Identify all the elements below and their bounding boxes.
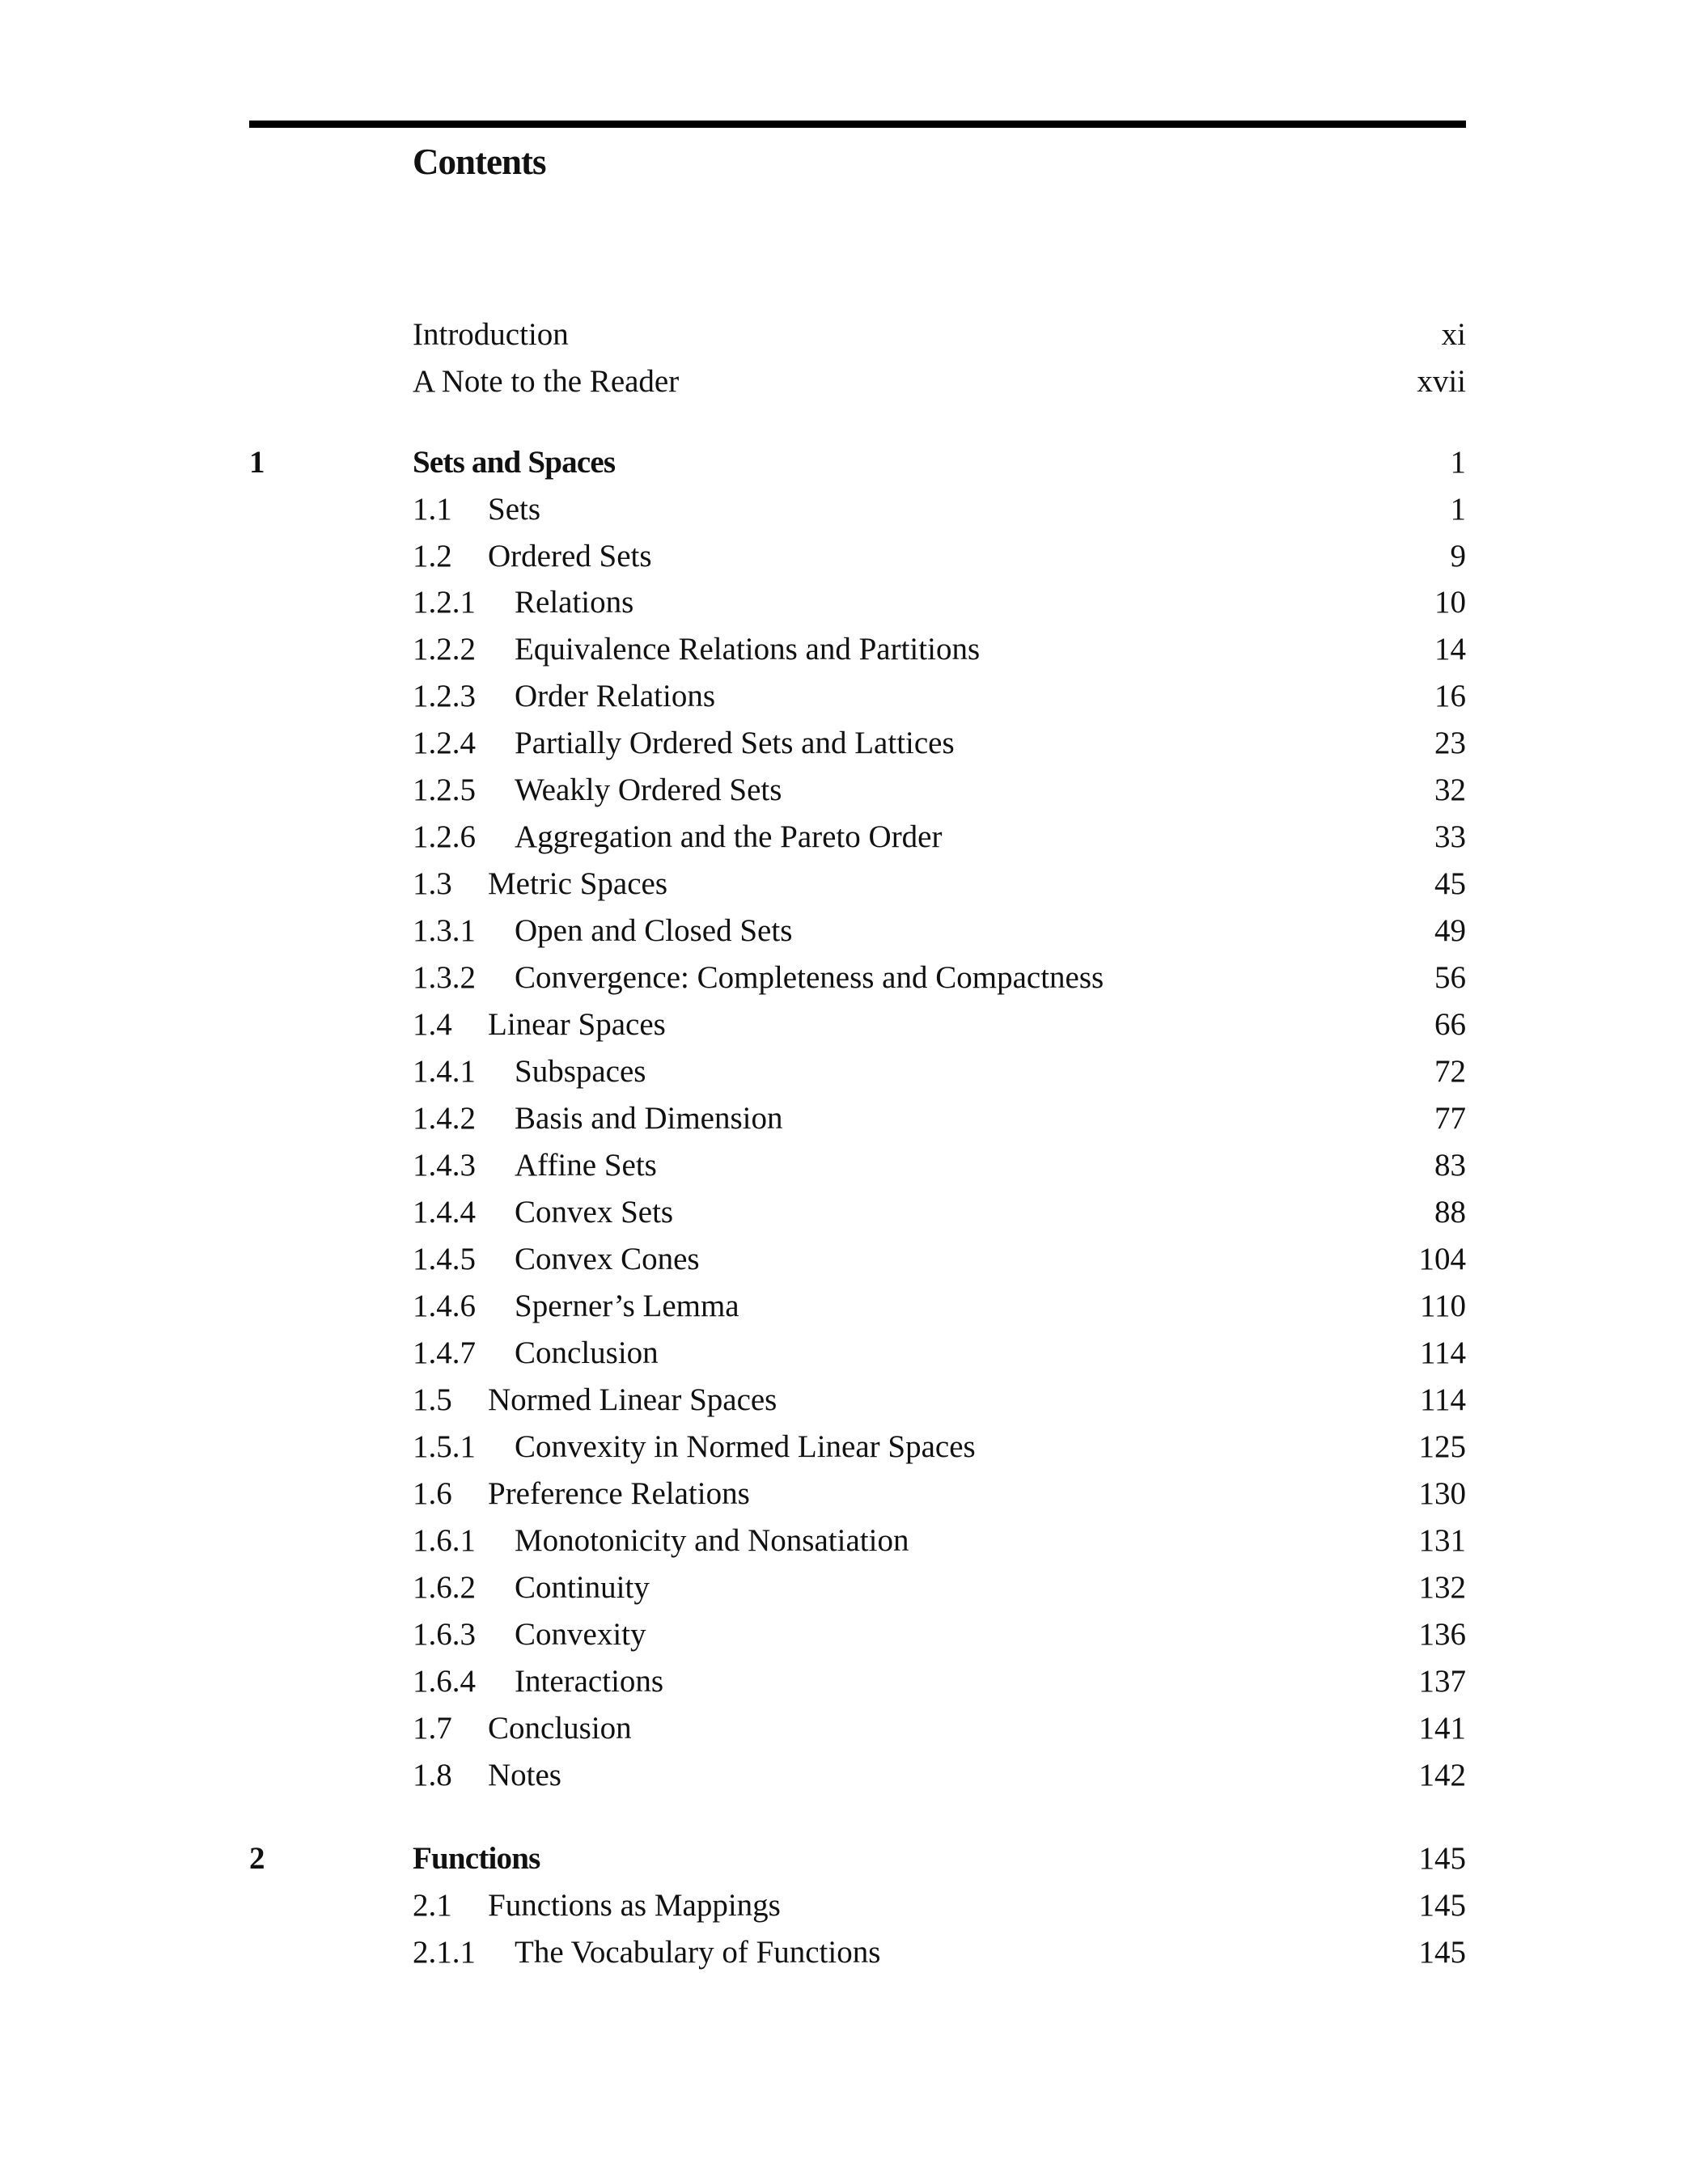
section-number: 1.3 [413, 866, 452, 901]
section-number: 1.2.4 [413, 726, 476, 760]
section-number: 1.2.5 [413, 772, 476, 807]
section-title: A Note to the Reader [413, 364, 680, 399]
section-number: 1.1 [413, 492, 452, 527]
section-title: Convexity [515, 1617, 646, 1652]
page-number: 114 [1419, 1382, 1466, 1417]
section-number: 1.6.2 [413, 1570, 476, 1605]
toc-entry-row[interactable] [0, 358, 1699, 405]
toc-chapter-row[interactable] [0, 439, 1699, 486]
toc-entry-row[interactable] [0, 861, 1699, 908]
page-number: 88 [1434, 1195, 1466, 1230]
section-title: Ordered Sets [488, 539, 652, 574]
page-number: 33 [1434, 819, 1466, 854]
section-title: Convex Sets [515, 1195, 674, 1230]
section-title: Sets [488, 492, 541, 527]
toc-entry-row[interactable] [0, 1658, 1699, 1705]
section-number: 1.6.1 [413, 1523, 476, 1558]
toc-entry-row[interactable] [0, 1048, 1699, 1095]
chapter-number: 1 [249, 445, 265, 480]
section-title: Monotonicity and Nonsatiation [515, 1523, 909, 1558]
page-number: 83 [1434, 1148, 1466, 1183]
page-number: 45 [1434, 866, 1466, 901]
page-number: 125 [1418, 1429, 1466, 1464]
page-number: 16 [1434, 679, 1466, 713]
chapter-number: 2 [249, 1841, 265, 1876]
page-title: Contents [413, 142, 546, 182]
toc-entry-row[interactable] [0, 533, 1699, 580]
toc-entry-row[interactable] [0, 311, 1699, 358]
toc-entry-row[interactable] [0, 1424, 1699, 1471]
toc-entry-row[interactable] [0, 1882, 1699, 1929]
page-number: xvii [1417, 364, 1466, 399]
toc-entry-row[interactable] [0, 579, 1699, 626]
page-number: 141 [1418, 1711, 1466, 1746]
section-number: 2.1.1 [413, 1935, 476, 1970]
section-number: 1.8 [413, 1758, 452, 1792]
toc-entry-row[interactable] [0, 1001, 1699, 1048]
page-number: 1 [1450, 445, 1466, 480]
section-number: 1.4.3 [413, 1148, 476, 1183]
section-number: 1.6 [413, 1476, 452, 1511]
section-title: Sperner’s Lemma [515, 1289, 739, 1323]
toc-entry-row[interactable] [0, 954, 1699, 1001]
toc-entry-row[interactable] [0, 1564, 1699, 1611]
toc-entry-row[interactable] [0, 1471, 1699, 1517]
section-title: Convexity in Normed Linear Spaces [515, 1429, 976, 1464]
section-title: Convex Cones [515, 1242, 700, 1276]
toc-entry-row[interactable] [0, 1095, 1699, 1142]
section-number: 1.4.7 [413, 1335, 476, 1370]
section-title: Interactions [515, 1664, 664, 1699]
section-number: 1.3.1 [413, 913, 476, 948]
section-title: Basis and Dimension [515, 1101, 783, 1136]
toc-entry-row[interactable] [0, 1377, 1699, 1424]
section-number: 1.7 [413, 1711, 452, 1746]
page-number: 104 [1418, 1242, 1466, 1276]
toc-entry-row[interactable] [0, 1705, 1699, 1752]
section-title: Linear Spaces [488, 1007, 666, 1042]
page-number: 10 [1434, 585, 1466, 620]
section-title: The Vocabulary of Functions [515, 1935, 881, 1970]
toc-entry-row[interactable] [0, 1517, 1699, 1564]
section-title: Functions [413, 1841, 540, 1876]
section-number: 1.4.4 [413, 1195, 476, 1230]
page-number: 131 [1418, 1523, 1466, 1558]
section-title: Conclusion [488, 1711, 632, 1746]
section-title: Notes [488, 1758, 561, 1792]
section-number: 1.2.2 [413, 632, 476, 667]
page-number: 142 [1418, 1758, 1466, 1792]
section-number: 1.4 [413, 1007, 452, 1042]
page-number: 32 [1434, 772, 1466, 807]
section-number: 1.2.6 [413, 819, 476, 854]
page-number: 14 [1434, 632, 1466, 667]
section-title: Partially Ordered Sets and Lattices [515, 726, 955, 760]
section-number: 1.4.5 [413, 1242, 476, 1276]
top-rule [249, 121, 1466, 128]
section-title: Functions as Mappings [488, 1888, 781, 1923]
section-title: Aggregation and the Pareto Order [515, 819, 943, 854]
page-number: 132 [1418, 1570, 1466, 1605]
toc-entry-row[interactable] [0, 1142, 1699, 1189]
section-number: 1.2 [413, 539, 452, 574]
section-number: 1.2.1 [413, 585, 476, 620]
page-number: 9 [1450, 539, 1466, 574]
page-number: 130 [1418, 1476, 1466, 1511]
section-title: Conclusion [515, 1335, 659, 1370]
toc-entry-row[interactable] [0, 1283, 1699, 1330]
page-number: 23 [1434, 726, 1466, 760]
page-number: 77 [1434, 1101, 1466, 1136]
toc-entry-row[interactable] [0, 720, 1699, 767]
toc-chapter-row[interactable] [0, 1835, 1699, 1882]
section-title: Sets and Spaces [413, 445, 616, 480]
page-number: 136 [1418, 1617, 1466, 1652]
toc-entry-row[interactable] [0, 626, 1699, 673]
section-title: Order Relations [515, 679, 716, 713]
section-title: Metric Spaces [488, 866, 668, 901]
section-title: Introduction [413, 317, 569, 352]
section-title: Convergence: Completeness and Compactness [515, 960, 1104, 995]
toc-entry-row[interactable] [0, 767, 1699, 814]
toc-entry-row[interactable] [0, 908, 1699, 954]
page-number: 56 [1434, 960, 1466, 995]
toc-entry-row[interactable] [0, 1929, 1699, 1976]
section-title: Weakly Ordered Sets [515, 772, 782, 807]
page-number: 137 [1418, 1664, 1466, 1699]
page-number: xi [1441, 317, 1466, 352]
page-number: 49 [1434, 913, 1466, 948]
toc-entry-row[interactable] [0, 1330, 1699, 1377]
section-title: Preference Relations [488, 1476, 750, 1511]
toc-entry-row[interactable] [0, 486, 1699, 533]
section-number: 1.4.1 [413, 1054, 476, 1089]
section-number: 1.5.1 [413, 1429, 476, 1464]
section-number: 1.6.4 [413, 1664, 476, 1699]
page-number: 72 [1434, 1054, 1466, 1089]
section-title: Equivalence Relations and Partitions [515, 632, 981, 667]
page-number: 114 [1419, 1335, 1466, 1370]
page-number: 66 [1434, 1007, 1466, 1042]
section-title: Relations [515, 585, 634, 620]
section-number: 1.6.3 [413, 1617, 476, 1652]
toc-entry-row[interactable] [0, 1752, 1699, 1799]
page-number: 145 [1418, 1841, 1466, 1876]
section-title: Subspaces [515, 1054, 646, 1089]
section-number: 1.3.2 [413, 960, 476, 995]
toc-entry-row[interactable] [0, 1611, 1699, 1658]
section-title: Continuity [515, 1570, 650, 1605]
section-title: Affine Sets [515, 1148, 657, 1183]
page-number: 145 [1418, 1888, 1466, 1923]
section-number: 1.4.2 [413, 1101, 476, 1136]
section-title: Normed Linear Spaces [488, 1382, 777, 1417]
toc-entry-row[interactable] [0, 1236, 1699, 1283]
section-number: 1.4.6 [413, 1289, 476, 1323]
section-number: 2.1 [413, 1888, 452, 1923]
toc-entry-row[interactable] [0, 1189, 1699, 1236]
section-number: 1.5 [413, 1382, 452, 1417]
section-number: 1.2.3 [413, 679, 476, 713]
page-number: 145 [1418, 1935, 1466, 1970]
toc-entry-row[interactable] [0, 814, 1699, 861]
toc-entry-row[interactable] [0, 673, 1699, 720]
section-title: Open and Closed Sets [515, 913, 793, 948]
page-number: 1 [1450, 492, 1466, 527]
page-number: 110 [1419, 1289, 1466, 1323]
